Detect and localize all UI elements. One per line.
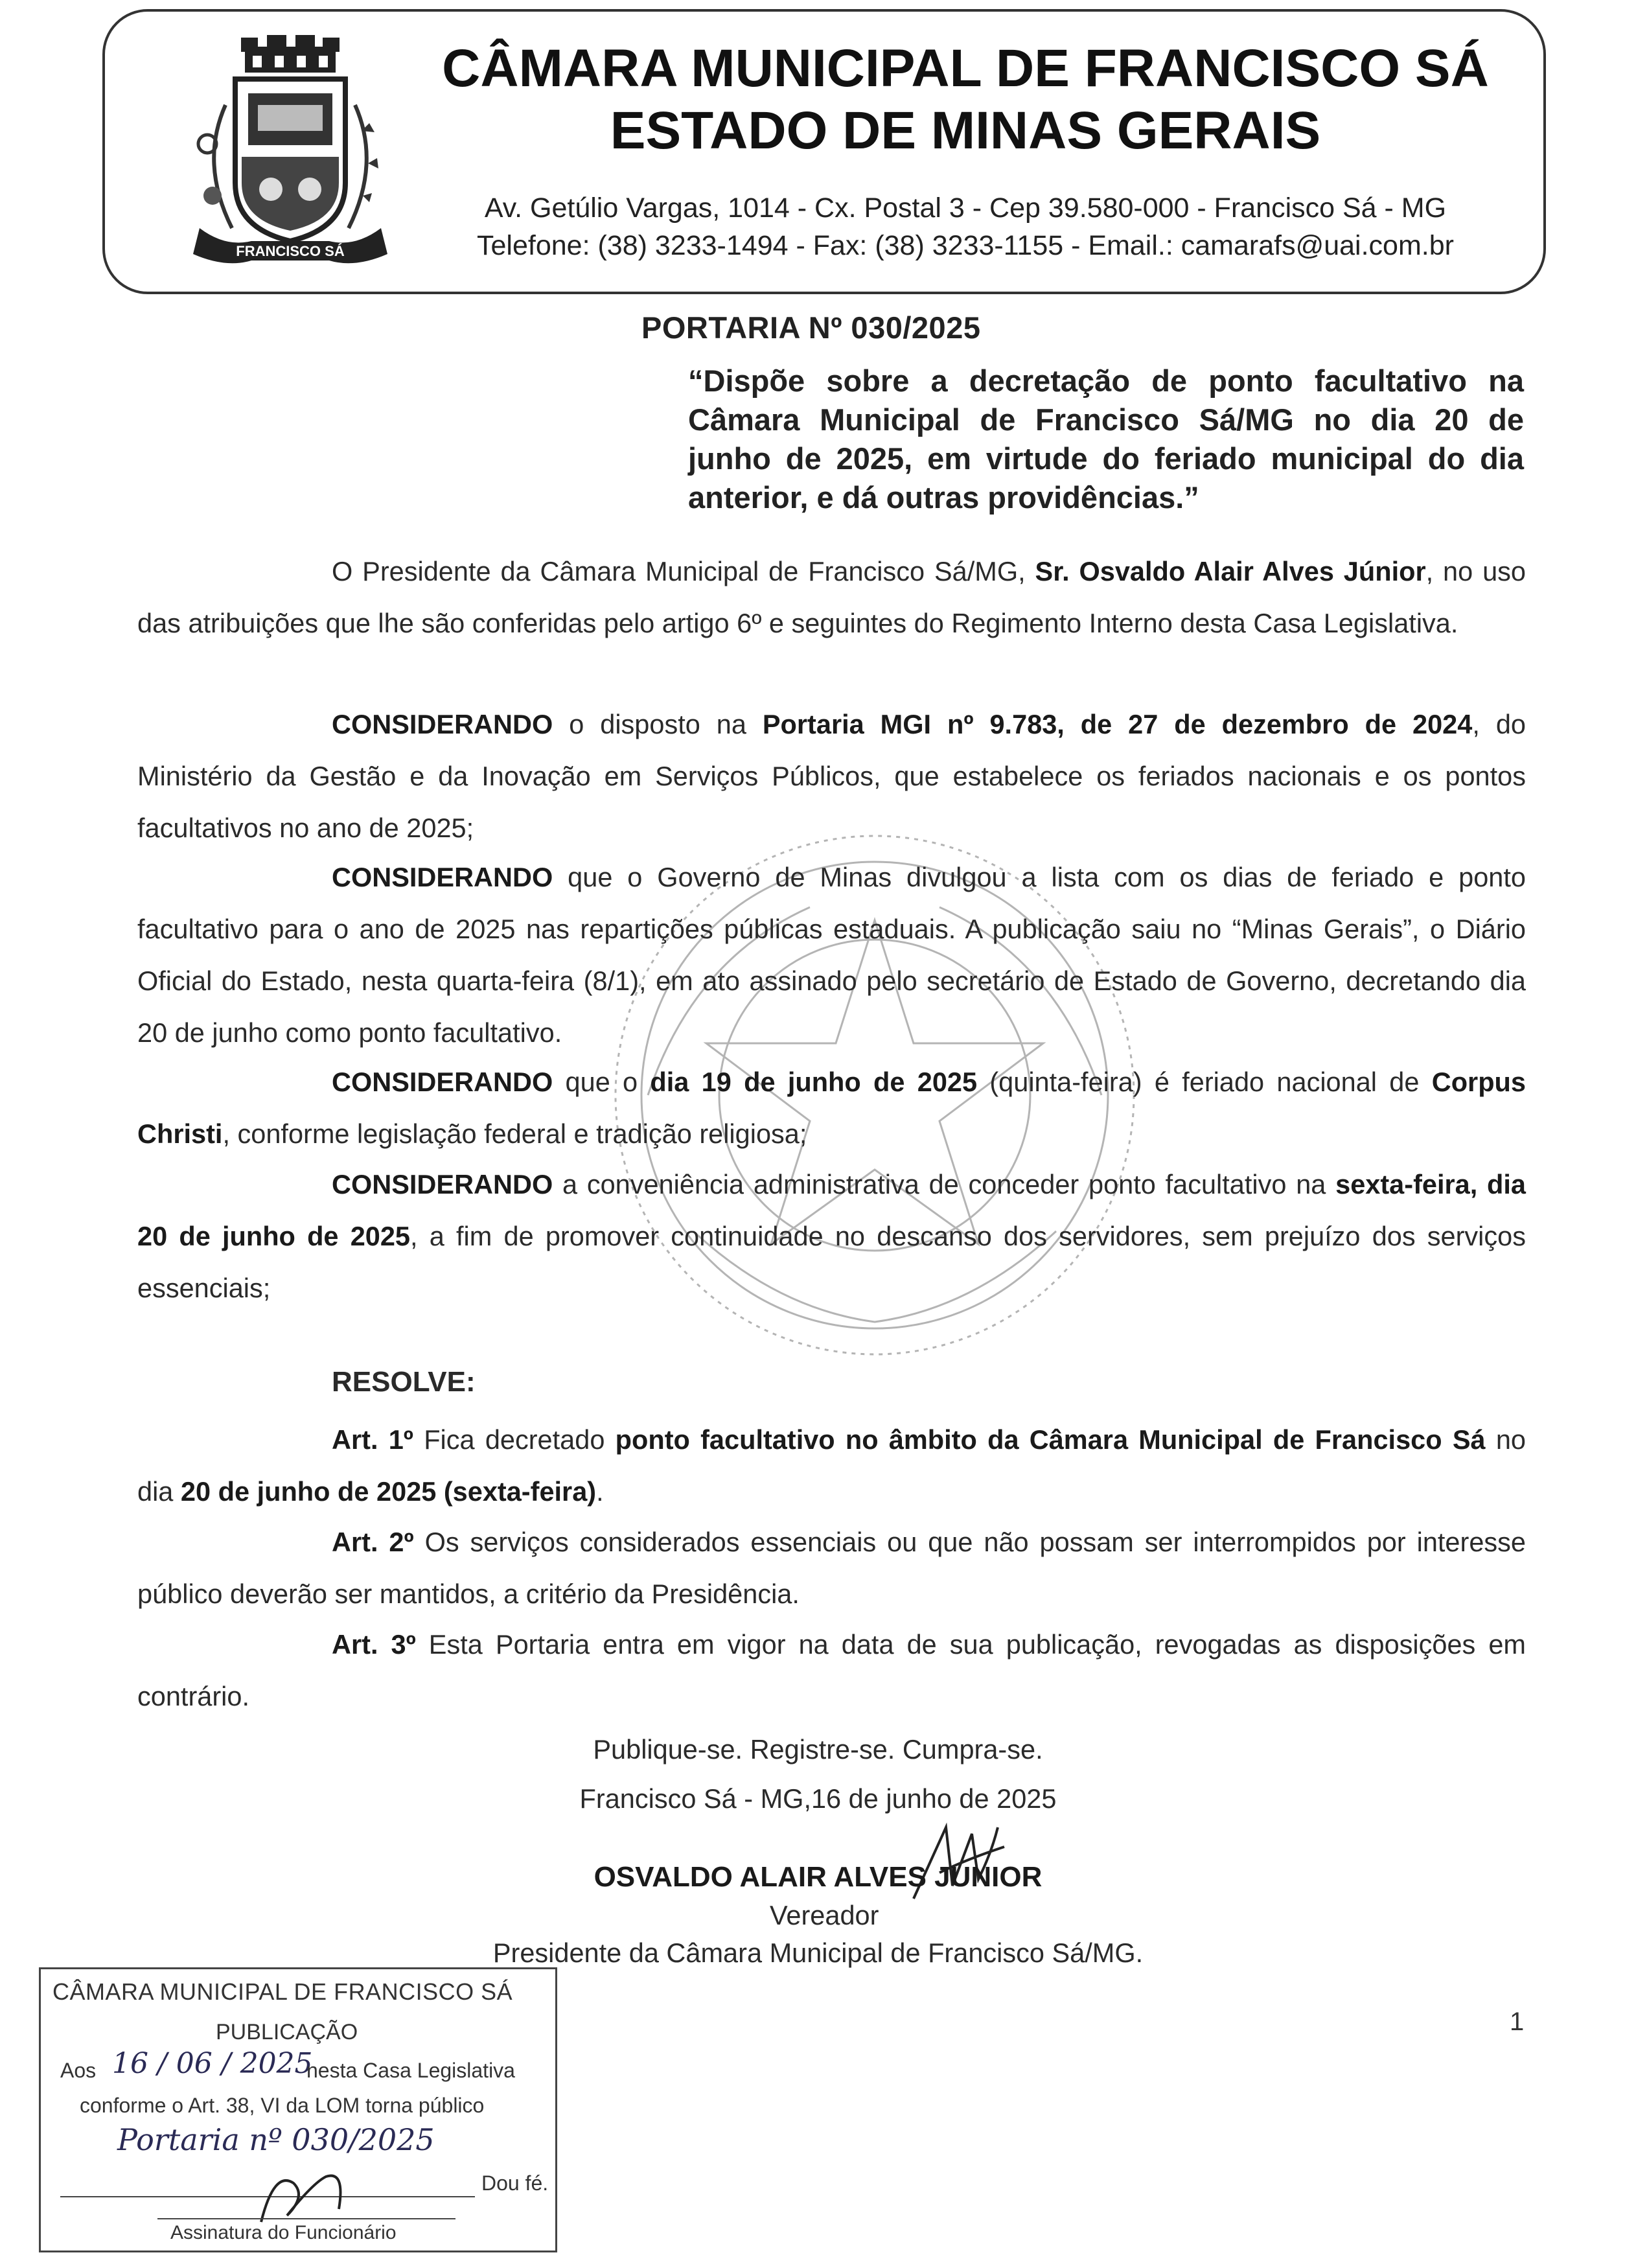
article-2-label: Art. 2º: [332, 1527, 414, 1557]
stamp-signature-label: Assinatura do Funcionário: [170, 2222, 397, 2243]
coat-of-arms-icon: [174, 34, 407, 273]
considerando-3-text-c: (quinta-feira) é feriado nacional de: [977, 1067, 1432, 1097]
stamp-aos: Aos: [60, 2059, 97, 2082]
article-1-text-c: no dia: [137, 1424, 1526, 1507]
considerando-4-text-c: , a fim de promover continuidade no descanso dos servidores, sem prejuízo dos serviços essenciais;: [137, 1221, 1526, 1303]
letterhead-address-block: [415, 189, 1516, 264]
considerando-3-text-a: que o: [553, 1067, 651, 1097]
article-1-text-b: ponto facultativo no âmbito da Câmara Municipal de Francisco Sá: [615, 1424, 1486, 1455]
page-number: 1: [1510, 2008, 1525, 2036]
considerando-1: [137, 699, 1526, 854]
letterhead-contact: Telefone: (38) 3233-1494 - Fax: (38) 3233-1155 - Email.: camarafs@uai.com.br: [477, 230, 1454, 261]
stamp-line-3: [60, 2059, 96, 2083]
stamp-line-1: CÂMARA MUNICIPAL DE FRANCISCO SÁ: [52, 1978, 513, 2005]
preamble-paragraph: [137, 546, 1526, 649]
considerando-4-date: sexta-feira, dia 20 de junho de 2025: [137, 1169, 1526, 1251]
portaria-title: PORTARIA Nº 030/2025: [641, 310, 981, 345]
considerando-1-portaria-ref: Portaria MGI nº 9.783, de 27 de dezembro de 2024: [762, 709, 1473, 739]
preamble-text-1: O Presidente da Câmara Municipal de Francisco Sá/MG,: [332, 556, 1035, 586]
article-3-label: Art. 3º: [332, 1629, 416, 1660]
place-date: Francisco Sá - MG,16 de junho de 2025: [579, 1783, 1057, 1814]
signer-role-full: Presidente da Câmara Municipal de Francisco Sá/MG.: [492, 1938, 1144, 1968]
stamp-handwritten-date: 16 / 06 / 2025: [112, 2047, 313, 2080]
article-3: [137, 1619, 1526, 1722]
considerando-1-text-a: o disposto na: [553, 709, 763, 739]
signer-name: OSVALDO ALAIR ALVES JUNIOR: [593, 1861, 1043, 1893]
considerando-1-text-c: , do Ministério da Gestão e da Inovação em Serviços Públicos, que estabelece os feriados nacionais e os pontos facultativos no ano de 2025;: [137, 709, 1526, 843]
article-1-text-e: .: [596, 1476, 604, 1507]
article-1-label: Art. 1º: [332, 1424, 413, 1455]
publish-line: Publique-se. Registre-se. Cumpra-se.: [593, 1734, 1043, 1765]
considerando-label: CONSIDERANDO: [332, 1067, 553, 1097]
publication-stamp: [39, 1967, 557, 2252]
considerando-3: [137, 1056, 1526, 1160]
resolve-heading: RESOLVE:: [332, 1366, 476, 1398]
article-2-text: Os serviços considerados essenciais ou que não possam ser interrompidos por interesse público deverão ser mantidos, a critério da Presidência.: [137, 1527, 1526, 1609]
considerando-4: [137, 1159, 1526, 1314]
considerando-3-date: dia 19 de junho de 2025: [650, 1067, 978, 1097]
considerando-2-text: que o Governo de Minas divulgou a lista com os dias de feriado e ponto facultativo para o ano de 2025 nas repartições públicas estaduais. A publicação saiu no “Minas Gerais”, o Diário Oficial do Estado, nesta quarta-feira (8/1), em ato assinado pelo secretário de Estado de Governo, decretando dia 20 de junho como ponto facultativo.: [137, 862, 1526, 1048]
article-3-text: Esta Portaria entra em vigor na data de sua publicação, revogadas as disposições em contrário.: [137, 1629, 1526, 1711]
considerando-4-text-a: a conveniência administrativa de conceder ponto facultativo na: [553, 1169, 1336, 1199]
letterhead-title-line2: ESTADO DE MINAS GERAIS: [610, 101, 1321, 160]
stamp-line-2: PUBLICAÇÃO: [216, 2020, 358, 2044]
stamp-handwritten-portaria: Portaria nº 030/2025: [117, 2122, 435, 2157]
letterhead-title: [415, 38, 1516, 162]
letterhead-address: Av. Getúlio Vargas, 1014 - Cx. Postal 3 - Cep 39.580-000 - Francisco Sá - MG: [484, 192, 1447, 224]
article-2: [137, 1516, 1526, 1620]
considerando-label: CONSIDERANDO: [332, 1169, 553, 1199]
portaria-ementa: “Dispõe sobre a decretação de ponto facultativo na Câmara Municipal de Francisco Sá/MG no dia 20 de junho de 2025, em virtude do feriado municipal do dia anterior, e dá outras providências.”: [688, 364, 1524, 515]
considerando-3-holiday: Corpus Christi: [137, 1067, 1526, 1149]
stamp-dou-fe: Dou fé.: [481, 2171, 549, 2195]
article-1-text-a: Fica decretado: [413, 1424, 616, 1455]
considerando-2: [137, 851, 1526, 1059]
considerando-3-text-e: , conforme legislação federal e tradição religiosa;: [222, 1118, 807, 1149]
coat-banner-text: FRANCISCO SÁ: [236, 243, 345, 259]
president-name: Sr. Osvaldo Alair Alves Júnior: [1035, 556, 1426, 586]
considerando-label: CONSIDERANDO: [332, 709, 553, 739]
article-1: [137, 1414, 1526, 1518]
stamp-line-4: conforme o Art. 38, VI da LOM torna público: [80, 2094, 485, 2117]
preamble-text-2: , no uso das atribuições que lhe são conferidas pelo artigo 6º e seguintes do Regimento Interno desta Casa Legislativa.: [137, 556, 1526, 638]
letterhead-title-line1: CÂMARA MUNICIPAL DE FRANCISCO SÁ: [442, 39, 1489, 98]
stamp-line-3-rest: nesta Casa Legislativa: [306, 2059, 515, 2082]
considerando-label: CONSIDERANDO: [332, 862, 553, 892]
signer-role: Vereador: [770, 1900, 879, 1930]
article-1-date: 20 de junho de 2025 (sexta-feira): [180, 1476, 597, 1507]
stamp-signature-rule: [157, 2218, 455, 2219]
